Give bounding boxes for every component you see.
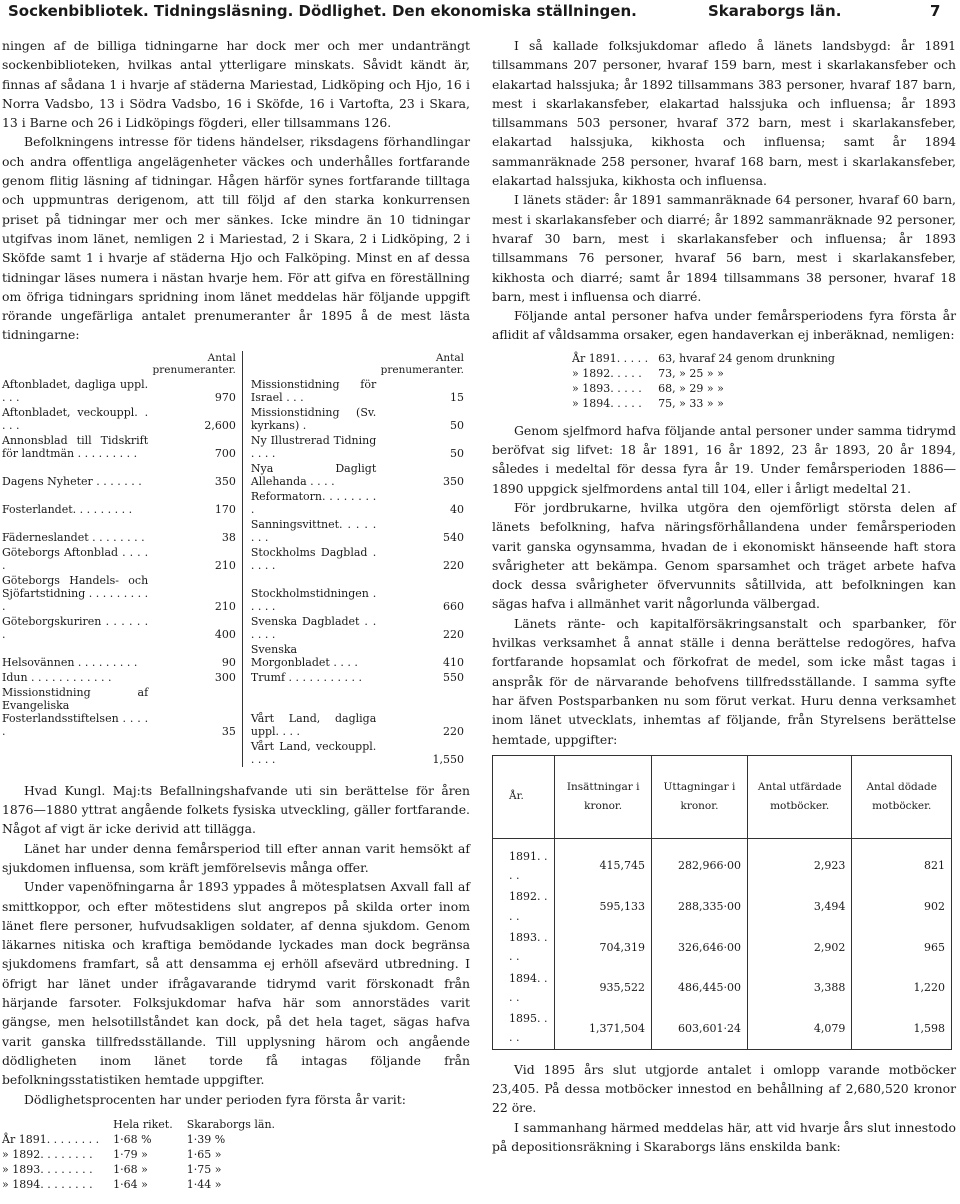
para-fysisk-utveckling: Hvad Kungl. Maj:ts Befallningshafvande uti sin berättelse för åren 1876—1880 yttrat angående folkets fysiska utveckling, gäller fortfarande. Något af vigt är icke derivid att tillägga. — [2, 782, 470, 837]
col-hela-riket: Hela riket. — [113, 1117, 173, 1131]
table-row: Vårt Land, veckouppl. . . . . 1,550 — [2, 739, 470, 767]
col-ar: År. — [493, 755, 555, 838]
table-row: Aftonbladet, dagliga uppl. . . . 970 Missionstidning för Israel . . . 15 — [2, 377, 464, 404]
table-row: » 1893. . . . . 68, » 29 » » — [572, 381, 724, 395]
table-row: År 1891. . . . . . . . 1·68 % 1·39 % — [2, 1132, 226, 1146]
table-row: Fosterlandet. . . . . . . . . 170 Reformatorn. . . . . . . . . 40 — [2, 489, 464, 516]
page-number: 7 — [930, 2, 941, 20]
violent-deaths-table — [572, 351, 845, 411]
table-row: » 1892. . . . . 73, » 25 » » — [572, 366, 724, 380]
table-row: » 1893. . . . . . . . 1·68 » 1·75 » — [2, 1162, 222, 1176]
para-jordbrukarne: För jordbrukarne, hvilka utgöra den ojemförligt största delen af länets befolkning, hafva näringsförhållandena under femårsperioden varit ganska ogynsamma, hvadan de i ekonomiskt hänseende haft stora svårigheter att bekämpa. Genom sparsamhet och träget arbete hafva dock dessa svårigheter öfvervunnits såtillvida, att befolkningen kan sägas hafva i allmänhet varit någorlunda välbergad. — [492, 499, 956, 612]
right-column — [492, 36, 956, 1156]
postsparbank-table — [492, 755, 952, 1050]
col-skaraborgs-lan: Skaraborgs län. — [186, 1117, 276, 1131]
running-header — [0, 0, 960, 22]
left-column — [2, 36, 470, 1204]
table-row: Göteborgskuriren . . . . . . . 400 Svenska Dagbladet . . . . . . 220 — [2, 614, 464, 641]
table-row: Göteborgs Handels- och Sjöfartstidning . . . . . . . . . . 210 Stockholmstidningen . . . . . 660 — [2, 573, 464, 613]
para-sockenbibliotek: ningen af de billiga tidningarne har dock mer och mer undanträngt sockenbiblioteken, hvilkas antal ytterligare minskats. Såvidt kändt är, finnas af sådana 1 i hvarje af städerna Mariestad, Lidköping och Hjo, 16 i Norra Vadsbo, 13 i Södra Vadsbo, 16 i Sköfde, 16 i Vartofta, 23 i Skara, 13 i Barne och 26 i Lidköpings fögderi, eller tillsammans 126. — [2, 38, 470, 131]
table-row: Missionstidning af Evangeliska Fosterlandsstiftelsen . . . . . 35 Vårt Land, dagliga uppl. . . . 220 — [2, 685, 464, 738]
table-row: Helsovännen . . . . . . . . . 90 Svenska Morgonbladet . . . . 410 — [2, 642, 464, 669]
table-row: Göteborgs Aftonblad . . . . . 210 Stockholms Dagblad . . . . . 220 — [2, 545, 464, 572]
table-row: 1894. . . . 935,522 486,445·00 3,388 1,220 — [493, 968, 952, 1009]
para-sparbanker: Länets ränte- och kapitalförsäkringsanstalt och sparbanker, för hvilkas verksamhet å annat ställe i denna berättelse redogöres, hafva fortfarande hopsamlat och förkofrat de medel, som icke måst tagas i anspråk för de närvarande behofvens tillfredsställande. I samma syfte har äfven Postsparbanken nu som förut verkat. Huru denna verksamhet inom länet utvecklats, inhemtas af följande, från Styrelsens berättelse hemtade, uppgifter: — [492, 615, 956, 747]
table-row: » 1894. . . . . 75, » 33 » » — [572, 396, 724, 410]
col-dodade: Antal dödade motböcker. — [852, 755, 952, 838]
header-county: Skaraborgs län. — [708, 2, 842, 20]
para-depositionsrakning: I sammanhang härmed meddelas här, att vid hvarje års slut innestodo på depositionsräkning i Skaraborgs läns enskilda bank: — [492, 1119, 956, 1154]
col-uttagningar: Uttagningar i kronor. — [651, 755, 747, 838]
table-row: 1892. . . . 595,133 288,335·00 3,494 902 — [493, 886, 952, 927]
table-row: » 1894. . . . . . . . 1·64 » 1·44 » — [2, 1177, 222, 1191]
para-sjelfmord: Genom sjelfmord hafva följande antal personer under samma tidrymd beröfvat sig lifvet: 18 år 1891, 16 år 1892, 23 år 1893, 20 år 1894, således i medeltal för dessa fyra år 19. Under femårsperioden 1886—1890 uppgick sjelfmordens antal till 104, eller i årligt medeltal 21. — [492, 422, 956, 496]
para-valdsamma-orsaker: Följande antal personer hafva under femårsperiodens fyra första år aflidit af våldsamma orsaker, egen handaverkan ej inberäknad, nemligen: — [492, 308, 956, 343]
antal-header-right: Antal prenumeranter. — [380, 351, 464, 376]
table-row: Fäderneslandet . . . . . . . . 38 Sanningsvittnet. . . . . . . . 540 — [2, 517, 464, 544]
table-row: Idun . . . . . . . . . . . . 300 Trumf . . . . . . . . . . . 550 — [2, 670, 464, 684]
para-stader: I länets städer: år 1891 sammanräknade 64 personer, hvaraf 60 barn, mest i skarlakansfeber och diarré; år 1892 sammanräknade 92 personer, hvaraf 30 barn, mest i skarlakansfeber och influensa; år 1893 tillsammans 76 personer, hvaraf 56 barn, mest i skarlakansfeber, kikhosta och diarré; samt år 1894 tillsammans 38 personer, hvaraf 18 barn, mest i influensa och diarré. — [492, 192, 956, 304]
para-motbocker: Vid 1895 års slut utgjorde antalet i omlopp varande motböcker 23,405. På dessa motböcker innestod en behållning af 2,680,520 kronor 22 öre. — [492, 1061, 956, 1116]
press-table — [2, 351, 470, 767]
header-sections: Sockenbibliotek. Tidningsläsning. Dödlighet. Den ekonomiska ställningen. — [8, 2, 637, 20]
col-utfardade: Antal utfärdade motböcker. — [747, 755, 851, 838]
table-row: Aftonbladet, veckouppl. . . . . 2,600 Missionstidning (Sv. kyrkans) . 50 — [2, 405, 464, 432]
death-rate-table — [2, 1117, 289, 1192]
table-row: 1895. . . . 1,371,504 603,601·24 4,079 1,598 — [493, 1008, 952, 1049]
table-row: 1891. . . . 415,745 282,966·00 2,923 821 — [493, 838, 952, 886]
para-folksjukdomar: I så kallade folksjukdomar afledo å länets landsbygd: år 1891 tillsammans 207 personer, hvaraf 159 barn, mest i skarlakansfeber och elakartad halssjuka; år 1892 tillsammans 383 personer, hvaraf 187 barn, mest i skarlakansfeber, elakartad halssjuka och influensa; år 1893 tillsammans 503 personer, hvaraf 372 barn, mest i skarlakansfeber, elakartad halssjuka, kikhosta och influensa; samt år 1894 sammanräknade 258 personer, hvaraf 168 barn, mest i skarlakansfeber, elakartad halssjuka, kikhosta och influensa. — [492, 38, 956, 189]
table-row: Dagens Nyheter . . . . . . . 350 Nya Dagligt Allehanda . . . . 350 — [2, 461, 464, 488]
para-influensa: Länet har under denna femårsperiod till efter annan varit hemsökt af sjukdomen influensa, som kräft jemförelsevis många offer. — [2, 840, 470, 875]
table-row: » 1892. . . . . . . . 1·79 » 1·65 » — [2, 1147, 222, 1161]
para-dodlighetsprocent: Dödlighetsprocenten har under perioden fyra första år varit: — [24, 1091, 406, 1107]
antal-header-left: Antal prenumeranter. — [152, 351, 236, 376]
para-tidningar: Befolkningens intresse för tidens händelser, riksdagens förhandlingar och andra offentliga angelägenheter väckes och underhålles fortfarande genom flitig läsning af tidningar. Hågen härför synes fortfarande tilltaga och uppmuntras derigenom, att till följd af den starka konkurrensen priset på tidningar mer och mer sänkes. Icke mindre än 10 tidningar utgifvas inom länet, nemligen 2 i Mariestad, 2 i Skara, 2 i Lidköping, 2 i Sköfde samt 1 i hvarje af städerna Hjo och Falköping. Minst en af dessa tidningar läses numera i nästan hvarje hem. För att gifva en föreställning om öfriga tidningars spridning inom länet meddelas här följande uppgift rörande ungefärliga antalet prenumeranter år 1895 å de mest lästa tidningarne: — [2, 134, 470, 343]
table-row: 1893. . . . 704,319 326,646·00 2,902 965 — [493, 927, 952, 968]
para-smittkoppor: Under vapenöfningarna år 1893 yppades å mötesplatsen Axvall fall af smittkoppor, och efter mötestidens slut angrepos på skilda orter inom länet flere personer, hufvudsakligen soldater, af denna sjukdom. Genom läkarnes nitiska och kraftiga bemödande lyckades man dock begränsa sjukdomens framfart, så att densamma ej erhöll afsevärd utbredning. I öfrigt har länet under ifrågavarande tidrymd varit förskonadt från härjande farsoter. Folksjukdomar hafva här som annorstädes varit gängse, men helsotillståndet kan dock, på det hela taget, sägas hafva varit ganska tillfredsställande. Till upplysning härom och angående dödligheten inom länet torde få intagas följande från befolkningsstatistiken hemtade uppgifter. — [2, 879, 470, 1088]
table-row: Annonsblad till Tidskrift för landtmän . . . . . . . . . 700 Ny Illustrerad Tidning . . . . 50 — [2, 433, 464, 460]
col-insattningar: Insättningar i kronor. — [555, 755, 652, 838]
table-row: År 1891. . . . . 63, hvaraf 24 genom drunkning — [572, 351, 835, 365]
